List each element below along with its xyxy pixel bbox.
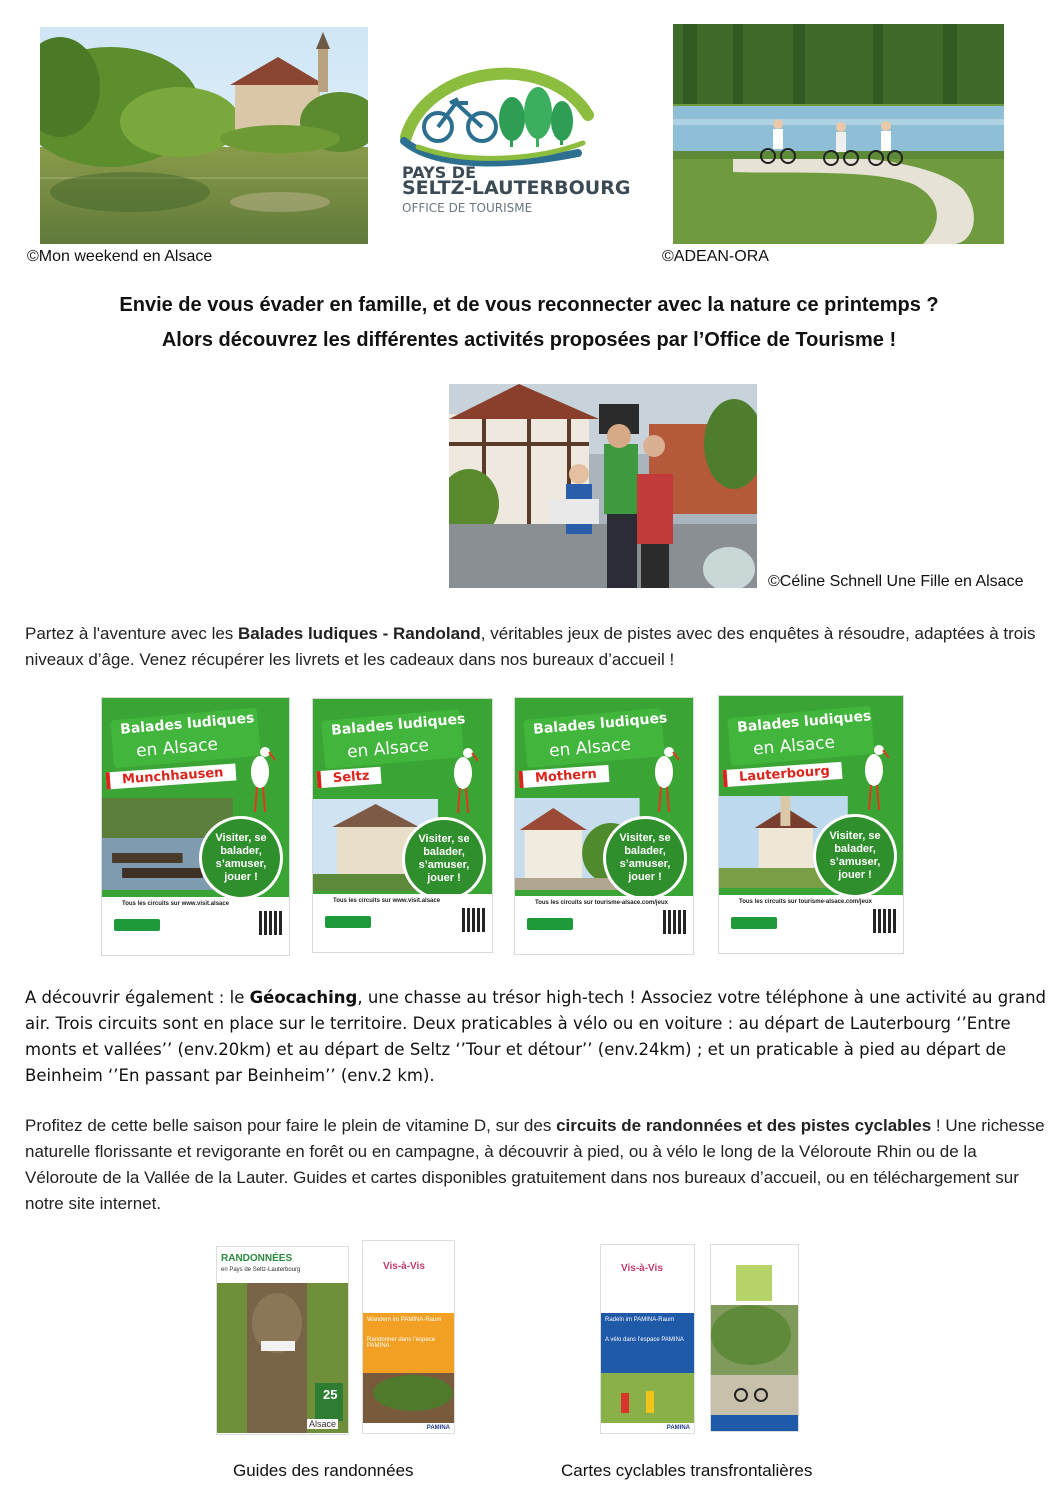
guide-blue-panel (601, 1313, 694, 1373)
para1-pre: Partez à l'aventure avec les (25, 624, 239, 643)
booklet-title: Balades ludiques (736, 708, 872, 736)
qr-code-icon (259, 911, 283, 935)
right-photo-credit: ©ADEAN-ORA (662, 248, 769, 265)
guide-randonner-title: Randonner dans l’espace PAMINA (367, 1337, 436, 1349)
para2-bold: Géocaching (249, 988, 358, 1007)
booklet-site: Tous les circuits sur www.visit.alsace (333, 898, 441, 904)
randoland-paragraph (25, 621, 1050, 673)
para3-pre: Profitez de cette belle saison pour faire le plein de vitamine D, sur des (25, 1116, 557, 1135)
village-photo (40, 27, 368, 244)
stork-icon (245, 742, 275, 812)
para3-bold: circuits de randonnées et des pistes cyclables (556, 1116, 932, 1135)
booklet-title: Balades ludiques (330, 711, 466, 739)
logo-line1: PAYS DE (402, 163, 476, 182)
guide-orange-panel (363, 1313, 454, 1373)
booklet-mothern (515, 698, 693, 954)
booklet-subtitle: en Alsace (752, 732, 836, 760)
booklet-place: Seltz (316, 767, 381, 788)
stork-icon (448, 743, 478, 813)
guide-visavis-logo: Vis-à-Vis (621, 1263, 663, 1274)
caption-guides-randonnees: Guides des randonnées (233, 1461, 414, 1480)
booklet-subtitle: en Alsace (346, 735, 430, 763)
booklet-site: Tous les circuits sur tourisme-alsace.com/jeux (739, 899, 872, 905)
guide-radeln-photo (601, 1373, 694, 1423)
booklet-badge: Visiter, se balader, s’amuser, jouer ! (199, 816, 283, 900)
guide-rando-photo (217, 1283, 348, 1433)
guide-rando-count: 25 (323, 1387, 338, 1402)
cyclists-photo (673, 24, 1004, 244)
stork-icon (649, 742, 679, 812)
stork-icon (859, 740, 889, 810)
booklet-subtitle: en Alsace (548, 734, 632, 762)
qr-code-icon (873, 909, 897, 933)
booklet-footer (719, 895, 903, 953)
guide-radeln-title: Radeln im PAMINA-Raum (605, 1317, 675, 1323)
booklet-badge: Visiter, se balader, s’amuser, jouer ! (813, 814, 897, 898)
booklet-subtitle: en Alsace (135, 734, 219, 762)
guide-pamina-label: PAMINA (666, 1425, 690, 1431)
guide-rando-title: RANDONNÉES (221, 1253, 293, 1264)
para2-pre: A découvrir également : le (25, 988, 250, 1007)
booklet-place: Lauterbourg (723, 762, 843, 787)
booklet-badge: Visiter, se balader, s’amuser, jouer ! (402, 817, 486, 901)
randoland-logo-icon (114, 919, 160, 931)
para2-post: , une chasse au trésor high-tech ! Associez votre téléphone à une activité au grand air. Trois circuits sont en place sur le territoire. Deux praticables à vélo ou en voiture : au départ de Lauterbourg ‘’Entre monts et vallées’’ (env.20km) et au départ de Seltz ‘’Tour et détour’’ (env.24km) ; et un praticable à pied au départ de Beinheim ‘’En passant par Beinheim’’ (env.2 km). (25, 988, 1047, 1085)
guide-rando-brand: Alsace (309, 1419, 337, 1429)
para1-post: , véritables jeux de pistes avec des enquêtes à résoudre, adaptées à trois niveaux d’âge. Venez récupérer les livrets et les cadeaux dans nos bureaux d’accueil ! (25, 624, 1036, 669)
guide-wandern-title: Wandern im PAMINA-Raum (367, 1317, 442, 1323)
booklet-place: Munchhausen (106, 764, 236, 790)
guide-wandern-photo (363, 1373, 454, 1423)
headline-line-1: Envie de vous évader en famille, et de vous reconnecter avec la nature ce printemps ? (119, 294, 939, 316)
booklet-lauterbourg (719, 696, 903, 953)
booklet-badge: Visiter, se balader, s’amuser, jouer ! (603, 816, 687, 900)
guide-visavis-logo: Vis-à-Vis (383, 1261, 425, 1272)
guide-avelo-title: A vélo dans l’espace PAMINA (605, 1337, 684, 1343)
guide-rando-subtitle: en Pays de Seltz-Lauterbourg (221, 1267, 301, 1273)
guide-wandern-pamina (363, 1241, 454, 1433)
family-photo-credit: ©Céline Schnell Une Fille en Alsace (768, 573, 1024, 590)
guide-cyclable-map (711, 1245, 798, 1431)
para3-post: ! Une richesse naturelle florissante et revigorante en forêt ou en campagne, à découvrir à pied, ou à vélo le long de la Véloroute Rhin ou de la Véloroute de la Vallée de la Lauter. Guides et cartes disponibles gratuitement dans nos bureaux d’accueil, ou en téléchargement sur notre site internet. (25, 1116, 1045, 1213)
guide-pamina-label: PAMINA (426, 1425, 450, 1431)
para1-bold: Balades ludiques - Randoland (238, 624, 481, 643)
booklet-seltz (313, 699, 492, 952)
logo-line3: OFFICE DE TOURISME (402, 201, 533, 215)
headline-line-2: Alors découvrez les différentes activités proposées par l’Office de Tourisme ! (161, 329, 897, 351)
qr-code-icon (663, 910, 687, 934)
booklet-footer (515, 896, 693, 954)
booklet-place: Mothern (519, 765, 610, 788)
randonnees-paragraph (25, 1113, 1050, 1217)
booklet-munchhausen (102, 698, 289, 955)
booklet-site: Tous les circuits sur www.visit.alsace (122, 901, 230, 907)
booklet-footer (313, 894, 492, 952)
randoland-logo-icon (325, 916, 371, 928)
guide-radeln-pamina (601, 1245, 694, 1433)
randoland-logo-icon (731, 917, 777, 929)
logo-line2: SELTZ-LAUTERBOURG (402, 177, 631, 199)
caption-cartes-cyclables: Cartes cyclables transfrontalières (561, 1461, 813, 1480)
guide-map-cover (711, 1245, 798, 1431)
booklet-title: Balades ludiques (119, 710, 255, 738)
qr-code-icon (462, 908, 486, 932)
left-photo-credit: ©Mon weekend en Alsace (27, 248, 213, 265)
guide-randonnees (217, 1247, 348, 1434)
family-photo (449, 384, 757, 588)
geocaching-paragraph (25, 985, 1055, 1089)
office-tourisme-logo (398, 55, 653, 220)
booklet-title: Balades ludiques (532, 710, 668, 738)
randoland-logo-icon (527, 918, 573, 930)
booklet-footer (102, 897, 289, 955)
booklet-site: Tous les circuits sur tourisme-alsace.com/jeux (535, 900, 668, 906)
